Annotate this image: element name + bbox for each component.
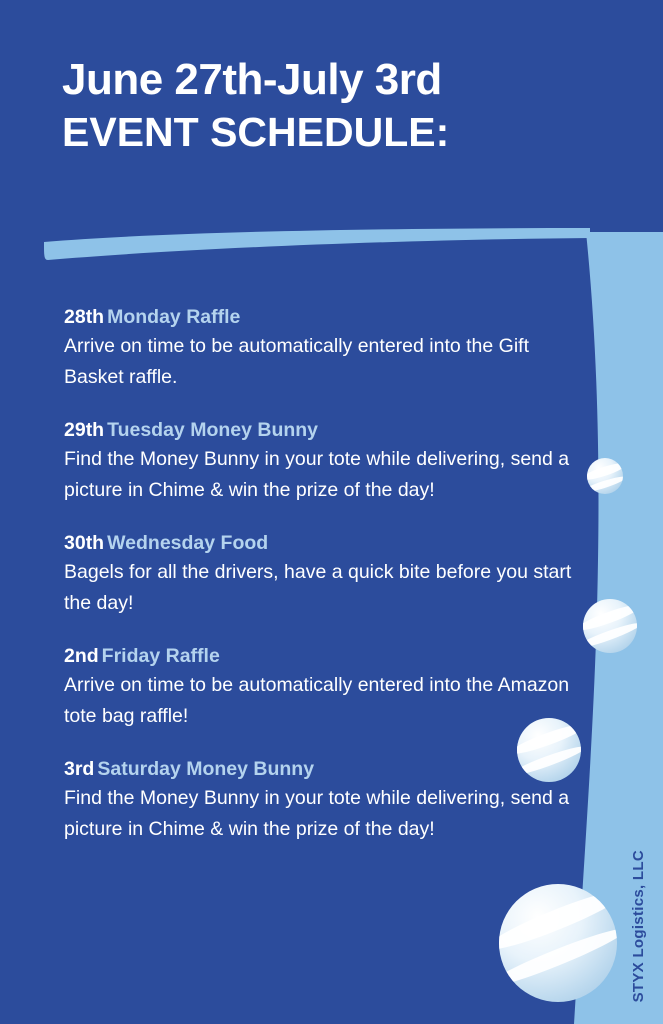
event-name: Friday Raffle [101, 644, 220, 667]
event-name: Tuesday Money Bunny [107, 418, 319, 441]
brand-label: STYX Logistics, LLC [630, 849, 647, 1002]
poster-title [62, 56, 449, 155]
event-description: Find the Money Bunny in your tote while delivering, send a picture in Chime & win the prize of the day! [64, 448, 570, 502]
event-heading [64, 418, 594, 442]
event-description: Bagels for all the drivers, have a quick bite before you start the day! [64, 561, 572, 615]
schedule-list [64, 305, 594, 845]
title-line-heading: EVENT SCHEDULE: [62, 108, 450, 155]
beach-ball-icon [499, 884, 617, 1002]
event-heading [64, 757, 594, 781]
event-description: Find the Money Bunny in your tote while delivering, send a picture in Chime & win the prize of the day! [64, 787, 570, 841]
event-name: Monday Raffle [107, 306, 241, 328]
event-date: 30th [64, 531, 105, 554]
list-item [64, 305, 594, 393]
event-name: Saturday Money Bunny [97, 757, 315, 780]
list-item [64, 531, 594, 619]
beach-ball-icon [517, 718, 581, 782]
swoosh-divider [44, 228, 590, 264]
list-item [64, 418, 594, 506]
beach-ball-icon [587, 458, 623, 494]
event-name: Wednesday Food [107, 531, 269, 554]
event-description: Arrive on time to be automatically entered into the Amazon tote bag raffle! [64, 674, 570, 728]
event-heading [64, 531, 594, 555]
event-heading [64, 305, 594, 329]
list-item [64, 757, 594, 845]
event-date: 2nd [64, 644, 99, 667]
list-item [64, 644, 594, 732]
beach-ball-icon [583, 599, 637, 653]
event-heading [64, 644, 594, 668]
event-date: 3rd [64, 757, 95, 780]
title-line-date: June 27th-July 3rd [62, 55, 442, 104]
event-description: Arrive on time to be automatically entered into the Gift Basket raffle. [64, 335, 529, 389]
event-date: 29th [64, 418, 105, 441]
event-date: 28th [64, 306, 105, 328]
